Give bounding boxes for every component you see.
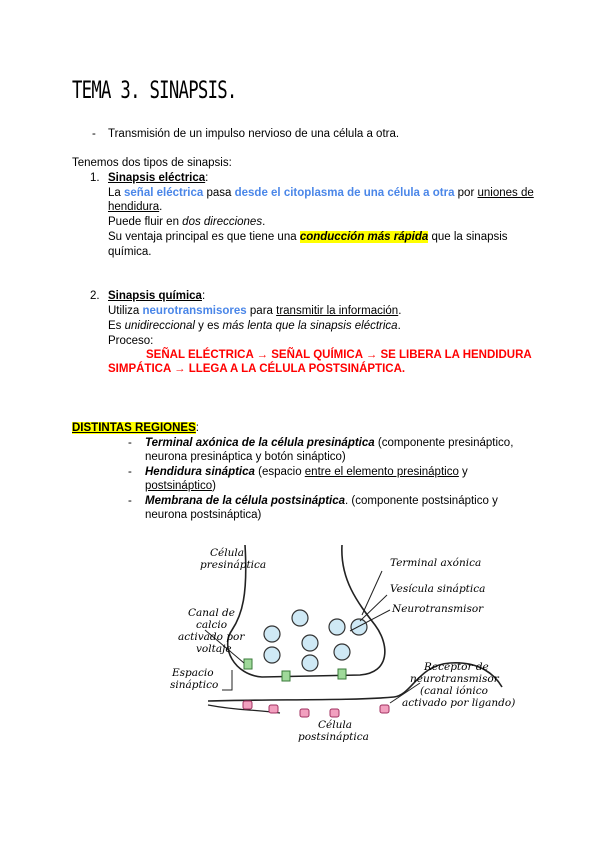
item1-line2: hendidura.	[108, 201, 163, 213]
item2-heading: Sinapsis química	[108, 290, 202, 302]
item2-heading-line: Sinapsis química:	[108, 290, 206, 302]
item2-line1: Utiliza neurotransmisores para transmitir la información.	[108, 305, 402, 317]
item2-number: 2.	[90, 290, 100, 302]
item1-line1: La señal eléctrica pasa desde el citoplasma de una célula a otra por uniones de	[108, 187, 534, 199]
region1-line1: Terminal axónica de la célula presináptica (componente presináptico,	[145, 437, 514, 449]
vesicle	[302, 655, 318, 671]
bullet-dash: -	[92, 128, 96, 140]
vesicle	[351, 619, 367, 635]
receptor	[380, 705, 389, 713]
region3-line1: Membrana de la célula postsináptica. (componente postsináptico y	[145, 495, 498, 507]
item2-line3: Proceso:	[108, 335, 154, 347]
label-canal-3: activado por	[178, 631, 245, 643]
label-receptor-4: activado por ligando)	[402, 697, 516, 709]
calcium-channel	[282, 671, 290, 681]
item1-line4: Su ventaja principal es que tiene una conducción más rápida que la sinapsis	[108, 231, 508, 243]
item1-line5: química.	[108, 246, 152, 258]
receptor	[269, 705, 278, 713]
types-intro: Tenemos dos tipos de sinapsis:	[72, 157, 232, 169]
label-canal-1: Canal de	[188, 607, 235, 619]
region2-line1: Hendidura sináptica (espacio entre el elemento presináptico y	[145, 466, 468, 478]
label-celula-postsinaptica-1: Célula	[318, 719, 352, 731]
regions-heading-line: DISTINTAS REGIONES:	[72, 422, 199, 434]
label-celula-presinaptica-2: presináptica	[200, 559, 267, 571]
calcium-channels	[244, 659, 346, 681]
region2-line2: postsináptico)	[145, 480, 216, 492]
vesicle	[292, 610, 308, 626]
region3-line2: neurona postsináptica)	[145, 509, 262, 521]
vesicle	[302, 635, 318, 651]
page-title: TEMA 3. SINAPSIS.	[72, 76, 237, 104]
vesicle	[264, 626, 280, 642]
region1-line2: neurona presináptica y botón sináptico)	[145, 451, 346, 463]
label-receptor-2: neurotransmisor	[410, 673, 499, 685]
intro-bullet: Transmisión de un impulso nervioso de una célula a otra.	[108, 128, 400, 140]
label-canal-4: voltaje	[196, 643, 232, 655]
label-celula-postsinaptica-2: postsináptica	[298, 731, 369, 743]
item1-heading-line: Sinapsis eléctrica:	[108, 172, 209, 184]
item1-heading: Sinapsis eléctrica	[108, 172, 206, 184]
label-neurotransmisor: Neurotransmisor	[392, 603, 484, 615]
label-vesicula: Vesícula sináptica	[390, 583, 486, 595]
synaptic-vesicles	[264, 610, 367, 671]
label-espacio-2: sináptico	[170, 679, 219, 691]
process-line2: SIMPÁTICA → LLEGA A LA CÉLULA POSTSINÁPTICA.	[108, 363, 406, 375]
label-terminal: Terminal axónica	[390, 557, 482, 569]
regions-heading: DISTINTAS REGIONES	[72, 422, 196, 434]
label-receptor-1: Receptor de	[424, 661, 489, 673]
receptors	[243, 701, 389, 717]
highlighted-text: conducción más rápida	[299, 231, 429, 243]
calcium-channel	[338, 669, 346, 679]
item2-line2: Es unidireccional y es más lenta que la sinapsis eléctrica.	[108, 320, 401, 332]
vesicle	[329, 619, 345, 635]
item1-number: 1.	[90, 172, 100, 184]
calcium-channel	[244, 659, 252, 669]
label-canal-2: calcio	[196, 619, 228, 631]
label-receptor-3: (canal iónico	[420, 685, 488, 697]
receptor	[243, 701, 252, 709]
receptor	[330, 709, 339, 717]
receptor	[300, 709, 309, 717]
label-espacio-1: Espacio	[172, 667, 214, 679]
item1-line3: Puede fluir en dos direcciones.	[108, 216, 266, 228]
label-celula-presinaptica-1: Célula	[210, 547, 244, 559]
vesicle	[264, 647, 280, 663]
process-line1: SEÑAL ELÉCTRICA → SEÑAL QUÍMICA → SE LIBERA LA HENDIDURA	[146, 349, 532, 361]
vesicle	[334, 644, 350, 660]
